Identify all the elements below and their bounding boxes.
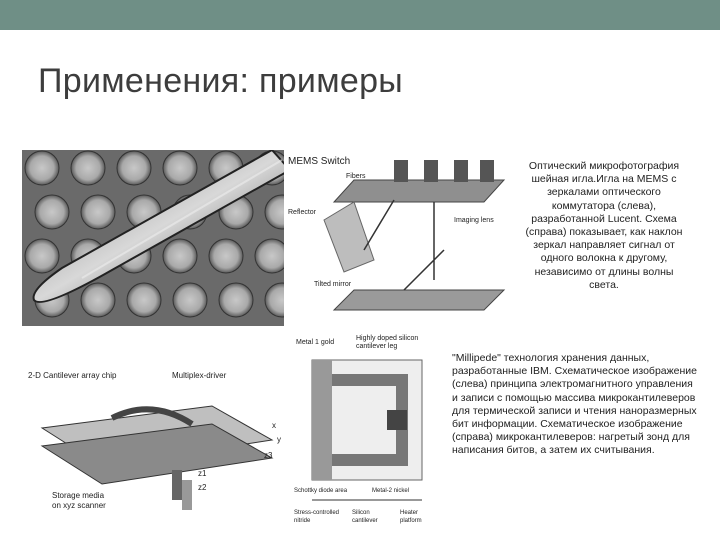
array-label-z2: z2 <box>198 483 207 492</box>
detail-label-cantilever: cantilever <box>352 518 378 524</box>
mirror-disc <box>173 283 207 317</box>
mems-label-fibers: Fibers <box>346 173 366 180</box>
array-label-x: x <box>272 421 276 430</box>
detail-label-platform: platform <box>400 518 422 524</box>
detail-label-heater: Heater <box>400 510 419 516</box>
array-label-scanner: on xyz scanner <box>52 501 106 510</box>
mems-label-reflector: Reflector <box>288 209 317 216</box>
caption-millipede: "Millipede" технология хранения данных, разработанные IBM. Схематическое изображение (слева) принципа электромагнитного управления и записи с помощью массива микрокантилеверов для термической записи и чтения наноразмерных бит информации. Схематическое изображение (справа) микрокантилеверов: нагретый зонд для написания битов, а затем их считывания. <box>452 352 697 457</box>
array-label-y: y <box>277 435 281 444</box>
array-label-media: Storage media <box>52 491 105 500</box>
cantilever-detail-svg <box>292 330 442 526</box>
array-label-chip: 2-D Cantilever array chip <box>28 371 117 380</box>
detail-label-nitride: nitride <box>294 518 311 524</box>
detail-label-si: Silicon <box>352 510 370 516</box>
micrograph-image <box>22 150 290 326</box>
mirror-disc <box>81 195 115 229</box>
detail-label-metal1: Metal 1 gold <box>296 339 335 346</box>
mirror-disc <box>117 151 151 185</box>
mirror-disc <box>209 239 243 273</box>
mems-title: MEMS Switch <box>288 156 351 167</box>
mirror-disc <box>71 151 105 185</box>
array-label-z1: z1 <box>198 469 207 478</box>
mems-switch-diagram <box>284 150 516 326</box>
array-label-driver: Multiplex-driver <box>172 371 227 380</box>
mirror-disc <box>163 239 197 273</box>
caption-mems: Оптический микрофотография шейная игла.Игла на MEMS с зеркалами оптического коммутатора (слева), разработанной Lucent. Схема (справа) показывает, как наклон зеркал направляет сигнал от одного волокна к другому, независимо от длины волны света. <box>525 160 683 291</box>
detail-label-silicon: Highly doped silicon <box>356 335 419 342</box>
detail-label-leg: cantilever leg <box>356 343 398 350</box>
mirror-disc <box>25 239 59 273</box>
micrograph-svg <box>22 150 290 326</box>
mirror-disc <box>35 195 69 229</box>
mirror-disc <box>81 283 115 317</box>
slide-title: Применения: примеры <box>38 62 404 100</box>
cantilever-array-diagram <box>22 358 290 520</box>
cantilever-detail-diagram <box>292 330 442 526</box>
mems-switch-svg <box>284 150 516 326</box>
top-accent-bar <box>0 0 720 30</box>
mirror-disc <box>163 151 197 185</box>
cantilever-array-svg <box>22 358 290 520</box>
array-label-z3: z3 <box>264 451 273 460</box>
detail-label-schottky: Schottky diode area <box>294 488 348 494</box>
mirror-disc <box>25 151 59 185</box>
mirror-disc <box>127 283 161 317</box>
detail-label-stress: Stress-controlled <box>294 510 340 516</box>
detail-label-metal2: Metal-2 nickel <box>372 488 410 494</box>
mirror-disc <box>219 283 253 317</box>
mems-label-mirror: Tilted mirror <box>314 281 352 288</box>
mems-label-lens: Imaging lens <box>454 217 494 224</box>
